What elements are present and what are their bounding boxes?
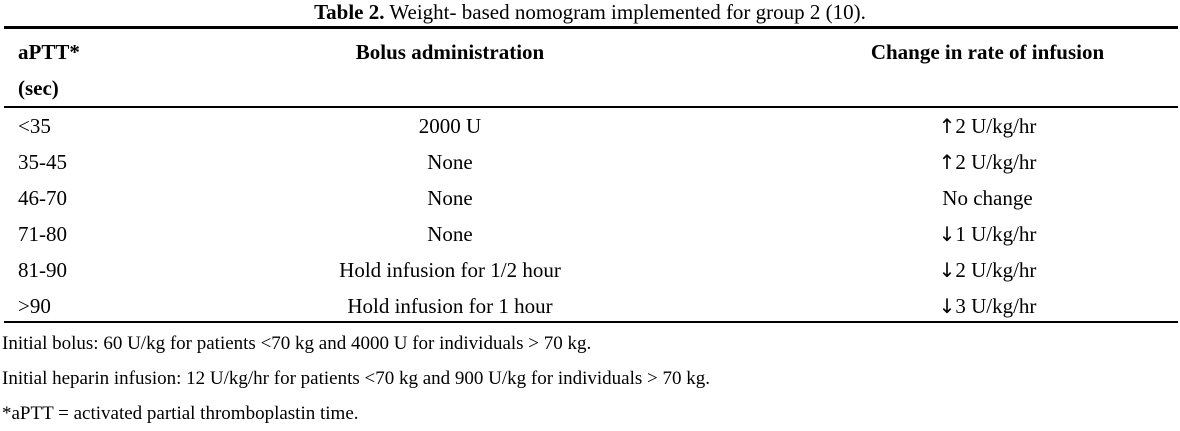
footnote-initial-bolus: Initial bolus: 60 U/kg for patients <70 kg and 4000 U for individuals > 70 kg. xyxy=(2,333,592,354)
cell-aptt: 46-70 xyxy=(18,186,67,210)
table-footnotes xyxy=(2,326,1178,431)
cell-change-value: 2 U/kg/hr xyxy=(955,150,1037,174)
arrow-down-icon: ↓ xyxy=(938,294,956,318)
cell-change xyxy=(800,288,1175,324)
cell-bolus: None xyxy=(427,150,473,174)
header-aptt xyxy=(18,34,138,106)
footnote-initial-infusion: Initial heparin infusion: 12 U/kg/hr for patients <70 kg and 900 U/kg for individuals > 70 kg. xyxy=(2,368,710,389)
table-row xyxy=(0,288,1180,324)
table-caption-text: Weight- based nomogram implemented for group 2 (10). xyxy=(384,0,866,24)
cell-bolus: Hold infusion for 1 hour xyxy=(347,294,553,318)
cell-aptt: 35-45 xyxy=(18,150,67,174)
table-body xyxy=(0,108,1180,324)
cell-aptt: <35 xyxy=(18,114,51,138)
arrow-up-icon: ↑ xyxy=(938,150,956,174)
footnote-aptt-definition: *aPTT = activated partial thromboplastin time. xyxy=(2,403,359,424)
table-row xyxy=(0,144,1180,180)
cell-change-value: 1 U/kg/hr xyxy=(955,222,1037,246)
arrow-up-icon: ↑ xyxy=(938,114,956,138)
arrow-down-icon: ↓ xyxy=(938,258,956,282)
cell-change-value: No change xyxy=(942,186,1033,210)
cell-change-value: 2 U/kg/hr xyxy=(955,114,1037,138)
table-caption xyxy=(0,0,1180,24)
cell-change xyxy=(800,180,1175,216)
cell-aptt: 71-80 xyxy=(18,222,67,246)
cell-bolus: None xyxy=(427,222,473,246)
cell-aptt: 81-90 xyxy=(18,258,67,282)
cell-change xyxy=(800,252,1175,288)
table-top-rule xyxy=(4,26,1178,29)
cell-change xyxy=(800,216,1175,252)
table-caption-label: Table 2. xyxy=(314,0,385,24)
table-row xyxy=(0,216,1180,252)
header-bolus: Bolus administration xyxy=(355,40,545,64)
table-bottom-rule xyxy=(4,321,1178,323)
table-row xyxy=(0,180,1180,216)
cell-aptt: >90 xyxy=(18,294,51,318)
cell-bolus: Hold infusion for 1/2 hour xyxy=(339,258,561,282)
cell-bolus: 2000 U xyxy=(418,114,482,138)
header-change-rate: Change in rate of infusion xyxy=(870,40,1105,64)
table-row xyxy=(0,252,1180,288)
cell-change-value: 3 U/kg/hr xyxy=(955,294,1037,318)
cell-change-value: 2 U/kg/hr xyxy=(955,258,1037,282)
table-row xyxy=(0,108,1180,144)
header-aptt-line2: (sec) xyxy=(18,76,59,100)
header-aptt-line1: aPTT* xyxy=(18,40,80,64)
cell-bolus: None xyxy=(427,186,473,210)
arrow-down-icon: ↓ xyxy=(938,222,956,246)
cell-change xyxy=(800,144,1175,180)
cell-change xyxy=(800,108,1175,144)
